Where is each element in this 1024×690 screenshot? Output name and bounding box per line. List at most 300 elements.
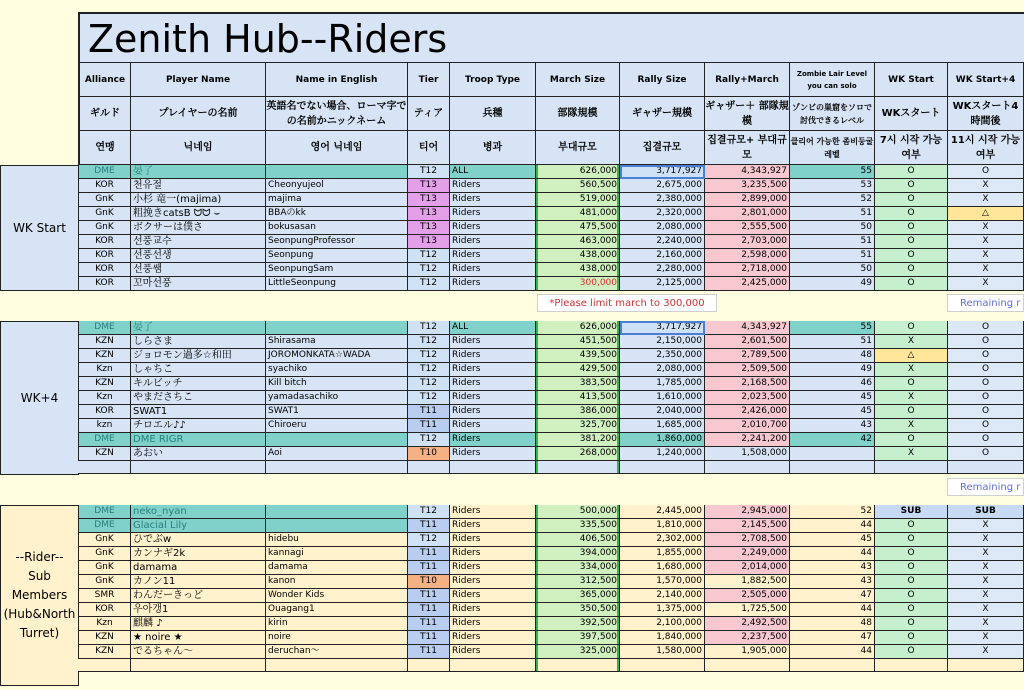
cell-wk-start[interactable]: O (875, 193, 948, 207)
cell-rally-size[interactable]: 1,855,000 (620, 547, 705, 561)
cell-troop-type[interactable]: Riders (450, 277, 536, 291)
cell-rally-march[interactable]: 2,708,500 (705, 533, 790, 547)
cell-tier[interactable]: T12 (408, 363, 450, 377)
cell-alliance[interactable]: KOR (78, 179, 131, 193)
empty-cell[interactable] (266, 659, 408, 672)
cell-wk-start[interactable]: O (875, 575, 948, 589)
cell-march-size[interactable]: 334,000 (536, 561, 620, 575)
cell-march-size[interactable]: 429,500 (536, 363, 620, 377)
cell-player-name[interactable]: ひでぶw (131, 533, 266, 547)
cell-wk-start[interactable]: O (875, 263, 948, 277)
cell-rally-size[interactable]: 1,570,000 (620, 575, 705, 589)
cell-wk-start-4[interactable]: O (948, 349, 1024, 363)
cell-march-size[interactable]: 626,000 (536, 165, 620, 179)
cell-english-name[interactable]: Shirasama (266, 335, 408, 349)
cell-rally-march[interactable]: 2,237,500 (705, 631, 790, 645)
cell-rally-march[interactable]: 2,509,500 (705, 363, 790, 377)
cell-rally-size[interactable]: 1,240,000 (620, 447, 705, 461)
cell-alliance[interactable]: KOR (78, 405, 131, 419)
cell-english-name[interactable]: kanon (266, 575, 408, 589)
cell-rally-march[interactable]: 2,505,000 (705, 589, 790, 603)
cell-zombie-level[interactable]: 44 (790, 603, 875, 617)
cell-wk-start[interactable]: O (875, 645, 948, 659)
cell-player-name[interactable]: 晏了 (131, 321, 266, 335)
cell-zombie-level[interactable]: 45 (790, 391, 875, 405)
cell-troop-type[interactable]: Riders (450, 249, 536, 263)
cell-rally-size[interactable]: 1,810,000 (620, 519, 705, 533)
cell-rally-size[interactable]: 3,717,927 (620, 165, 705, 179)
cell-wk-start[interactable]: O (875, 547, 948, 561)
cell-march-size[interactable]: 413,500 (536, 391, 620, 405)
header-wk-start-ja[interactable]: WKスタート (875, 97, 948, 131)
cell-wk-start-4[interactable]: SUB (948, 505, 1024, 519)
cell-zombie-level[interactable]: 48 (790, 349, 875, 363)
cell-english-name[interactable]: JOROMONKATA☆WADA (266, 349, 408, 363)
cell-march-size[interactable]: 626,000 (536, 321, 620, 335)
cell-troop-type[interactable]: Riders (450, 433, 536, 447)
cell-player-name[interactable]: でるちゃん〜 (131, 645, 266, 659)
header-zombie-level-ja[interactable]: ゾンビの巣窟をソロで討伐できるレベル (790, 97, 875, 131)
cell-tier[interactable]: T12 (408, 335, 450, 349)
cell-alliance[interactable]: DME (78, 165, 131, 179)
cell-wk-start[interactable]: O (875, 179, 948, 193)
cell-english-name[interactable]: Cheonyujeol (266, 179, 408, 193)
cell-tier[interactable]: T13 (408, 221, 450, 235)
cell-zombie-level[interactable]: 43 (790, 419, 875, 433)
header-wk-start-en[interactable]: WK Start (875, 63, 948, 97)
cell-zombie-level[interactable]: 44 (790, 519, 875, 533)
header-player-name-en[interactable]: Player Name (131, 63, 266, 97)
cell-zombie-level[interactable]: 55 (790, 321, 875, 335)
cell-troop-type[interactable]: Riders (450, 547, 536, 561)
cell-tier[interactable]: T11 (408, 617, 450, 631)
cell-tier[interactable]: T13 (408, 193, 450, 207)
cell-player-name[interactable]: あおい (131, 447, 266, 461)
cell-march-size[interactable]: 451,500 (536, 335, 620, 349)
cell-wk-start-4[interactable]: O (948, 433, 1024, 447)
cell-troop-type[interactable]: Riders (450, 405, 536, 419)
cell-wk-start-4[interactable]: X (948, 533, 1024, 547)
cell-rally-size[interactable]: 2,100,000 (620, 617, 705, 631)
cell-english-name[interactable]: Aoi (266, 447, 408, 461)
cell-march-size[interactable]: 500,000 (536, 505, 620, 519)
cell-wk-start-4[interactable]: X (948, 519, 1024, 533)
cell-player-name[interactable]: チロエル♪♪ (131, 419, 266, 433)
cell-english-name[interactable]: Wonder Kids (266, 589, 408, 603)
header-rally-march-ko[interactable]: 집결규모+ 부대규모 (705, 131, 790, 165)
cell-english-name[interactable]: majima (266, 193, 408, 207)
cell-troop-type[interactable]: ALL (450, 321, 536, 335)
cell-english-name[interactable]: SeonpungSam (266, 263, 408, 277)
cell-troop-type[interactable]: Riders (450, 603, 536, 617)
cell-rally-size[interactable]: 2,150,000 (620, 335, 705, 349)
cell-english-name[interactable] (266, 321, 408, 335)
cell-rally-size[interactable]: 2,280,000 (620, 263, 705, 277)
cell-tier[interactable]: T11 (408, 405, 450, 419)
cell-zombie-level[interactable]: 48 (790, 617, 875, 631)
cell-troop-type[interactable]: Riders (450, 519, 536, 533)
cell-rally-march[interactable]: 2,426,000 (705, 405, 790, 419)
empty-cell[interactable] (948, 461, 1024, 474)
cell-wk-start-4[interactable]: X (948, 589, 1024, 603)
empty-cell[interactable] (536, 659, 620, 672)
cell-wk-start-4[interactable]: O (948, 391, 1024, 405)
cell-march-size[interactable]: 325,700 (536, 419, 620, 433)
cell-player-name[interactable]: 선풍쌤 (131, 263, 266, 277)
cell-alliance[interactable]: GnK (78, 575, 131, 589)
cell-tier[interactable]: T11 (408, 547, 450, 561)
cell-troop-type[interactable]: Riders (450, 533, 536, 547)
cell-english-name[interactable] (266, 433, 408, 447)
cell-troop-type[interactable]: Riders (450, 221, 536, 235)
cell-alliance[interactable]: KZN (78, 335, 131, 349)
cell-wk-start-4[interactable]: X (948, 645, 1024, 659)
cell-rally-size[interactable]: 1,840,000 (620, 631, 705, 645)
cell-english-name[interactable]: deruchan〜 (266, 645, 408, 659)
cell-wk-start-4[interactable]: X (948, 561, 1024, 575)
header-zombie-level-ko[interactable]: 클리어 가능한 좀비둥굴 레벨 (790, 131, 875, 165)
cell-march-size[interactable]: 325,000 (536, 645, 620, 659)
cell-wk-start[interactable]: O (875, 533, 948, 547)
empty-cell[interactable] (790, 461, 875, 474)
cell-tier[interactable]: T12 (408, 263, 450, 277)
cell-march-size[interactable]: 463,000 (536, 235, 620, 249)
cell-alliance[interactable]: KZN (78, 349, 131, 363)
cell-rally-size[interactable]: 2,320,000 (620, 207, 705, 221)
cell-rally-size[interactable]: 1,685,000 (620, 419, 705, 433)
cell-tier[interactable]: T12 (408, 321, 450, 335)
cell-player-name[interactable]: キルビッチ (131, 377, 266, 391)
empty-cell[interactable] (450, 461, 536, 474)
cell-wk-start-4[interactable]: X (948, 263, 1024, 277)
cell-tier[interactable]: T11 (408, 561, 450, 575)
cell-tier[interactable]: T13 (408, 207, 450, 221)
cell-player-name[interactable]: ボクサーは僕さ (131, 221, 266, 235)
cell-english-name[interactable]: kirin (266, 617, 408, 631)
cell-player-name[interactable]: ジョロモン過多☆和田 (131, 349, 266, 363)
cell-tier[interactable]: T12 (408, 165, 450, 179)
cell-troop-type[interactable]: Riders (450, 193, 536, 207)
cell-wk-start-4[interactable]: O (948, 377, 1024, 391)
header-march-size-en[interactable]: March Size (536, 63, 620, 97)
cell-wk-start[interactable]: SUB (875, 505, 948, 519)
cell-wk-start-4[interactable]: X (948, 235, 1024, 249)
empty-cell[interactable] (705, 659, 790, 672)
header-march-size-ko[interactable]: 부대규모 (536, 131, 620, 165)
cell-zombie-level[interactable]: 51 (790, 235, 875, 249)
cell-rally-size[interactable]: 2,140,000 (620, 589, 705, 603)
cell-rally-size[interactable]: 3,717,927 (620, 321, 705, 335)
cell-troop-type[interactable]: Riders (450, 561, 536, 575)
cell-rally-march[interactable]: 2,425,000 (705, 277, 790, 291)
cell-english-name[interactable] (266, 519, 408, 533)
cell-english-name[interactable]: Seonpung (266, 249, 408, 263)
cell-alliance[interactable]: GnK (78, 533, 131, 547)
header-wk-start-4-ko[interactable]: 11시 시작 가능 여부 (948, 131, 1024, 165)
cell-wk-start[interactable]: O (875, 589, 948, 603)
cell-troop-type[interactable]: Riders (450, 589, 536, 603)
cell-wk-start-4[interactable]: X (948, 617, 1024, 631)
cell-tier[interactable]: T12 (408, 433, 450, 447)
cell-english-name[interactable]: noire (266, 631, 408, 645)
cell-zombie-level[interactable]: 43 (790, 575, 875, 589)
cell-tier[interactable]: T12 (408, 349, 450, 363)
cell-tier[interactable]: T10 (408, 575, 450, 589)
cell-wk-start[interactable]: X (875, 447, 948, 461)
cell-troop-type[interactable]: Riders (450, 207, 536, 221)
cell-zombie-level[interactable]: 50 (790, 221, 875, 235)
cell-zombie-level[interactable]: 46 (790, 377, 875, 391)
cell-player-name[interactable]: Glacial Lily (131, 519, 266, 533)
cell-alliance[interactable]: KZN (78, 447, 131, 461)
cell-wk-start-4[interactable]: O (948, 363, 1024, 377)
cell-rally-march[interactable]: 2,168,500 (705, 377, 790, 391)
cell-rally-size[interactable]: 2,040,000 (620, 405, 705, 419)
cell-english-name[interactable]: syachiko (266, 363, 408, 377)
empty-cell[interactable] (78, 659, 131, 672)
cell-wk-start-4[interactable]: △ (948, 207, 1024, 221)
cell-troop-type[interactable]: Riders (450, 505, 536, 519)
cell-zombie-level[interactable]: 52 (790, 505, 875, 519)
header-alliance-ko[interactable]: 연맹 (78, 131, 131, 165)
header-tier-ja[interactable]: ティア (408, 97, 450, 131)
cell-rally-march[interactable]: 2,023,500 (705, 391, 790, 405)
cell-zombie-level[interactable]: 51 (790, 207, 875, 221)
cell-wk-start-4[interactable]: X (948, 277, 1024, 291)
cell-tier[interactable]: T12 (408, 377, 450, 391)
cell-march-size[interactable]: 394,000 (536, 547, 620, 561)
header-alliance-en[interactable]: Alliance (78, 63, 131, 97)
cell-english-name[interactable]: BBAのkk (266, 207, 408, 221)
cell-alliance[interactable]: DME (78, 321, 131, 335)
cell-wk-start-4[interactable]: X (948, 179, 1024, 193)
cell-wk-start-4[interactable]: O (948, 335, 1024, 349)
empty-cell[interactable] (620, 659, 705, 672)
cell-troop-type[interactable]: ALL (450, 165, 536, 179)
empty-cell[interactable] (620, 461, 705, 474)
empty-cell[interactable] (131, 659, 266, 672)
cell-player-name[interactable]: カノン11 (131, 575, 266, 589)
cell-march-size[interactable]: 268,000 (536, 447, 620, 461)
cell-alliance[interactable]: KOR (78, 277, 131, 291)
cell-march-size[interactable]: 519,000 (536, 193, 620, 207)
cell-march-size[interactable]: 439,500 (536, 349, 620, 363)
cell-wk-start[interactable]: O (875, 321, 948, 335)
cell-alliance[interactable]: SMR (78, 589, 131, 603)
cell-wk-start-4[interactable]: X (948, 603, 1024, 617)
cell-rally-size[interactable]: 1,785,000 (620, 377, 705, 391)
cell-zombie-level[interactable]: 50 (790, 263, 875, 277)
cell-english-name[interactable] (266, 165, 408, 179)
cell-rally-size[interactable]: 1,580,000 (620, 645, 705, 659)
header-wk-start-ko[interactable]: 7시 시작 가능 여부 (875, 131, 948, 165)
cell-troop-type[interactable]: Riders (450, 179, 536, 193)
cell-wk-start[interactable]: O (875, 277, 948, 291)
empty-cell[interactable] (536, 461, 620, 474)
cell-english-name[interactable]: kannagi (266, 547, 408, 561)
cell-wk-start-4[interactable]: O (948, 165, 1024, 179)
cell-rally-march[interactable]: 2,010,700 (705, 419, 790, 433)
cell-tier[interactable]: T11 (408, 631, 450, 645)
cell-march-size[interactable]: 350,500 (536, 603, 620, 617)
header-rally-size-en[interactable]: Rally Size (620, 63, 705, 97)
cell-alliance[interactable]: KOR (78, 603, 131, 617)
cell-wk-start[interactable]: O (875, 519, 948, 533)
cell-player-name[interactable]: DME RIGR (131, 433, 266, 447)
cell-alliance[interactable]: Kzn (78, 391, 131, 405)
cell-english-name[interactable]: Kill bitch (266, 377, 408, 391)
cell-rally-march[interactable]: 1,725,500 (705, 603, 790, 617)
empty-cell[interactable] (78, 461, 131, 474)
empty-cell[interactable] (875, 659, 948, 672)
cell-march-size[interactable]: 381,200 (536, 433, 620, 447)
cell-wk-start-4[interactable]: X (948, 575, 1024, 589)
cell-rally-march[interactable]: 2,492,500 (705, 617, 790, 631)
cell-wk-start[interactable]: O (875, 235, 948, 249)
cell-wk-start[interactable]: O (875, 561, 948, 575)
cell-zombie-level[interactable]: 51 (790, 249, 875, 263)
cell-rally-march[interactable]: 2,601,500 (705, 335, 790, 349)
cell-troop-type[interactable]: Riders (450, 447, 536, 461)
cell-player-name[interactable]: 晏了 (131, 165, 266, 179)
cell-rally-march[interactable]: 2,718,000 (705, 263, 790, 277)
cell-alliance[interactable]: KZN (78, 631, 131, 645)
cell-zombie-level[interactable] (790, 447, 875, 461)
cell-rally-march[interactable]: 1,508,000 (705, 447, 790, 461)
header-player-name-ko[interactable]: 닉네임 (131, 131, 266, 165)
cell-player-name[interactable]: わんだーきっど (131, 589, 266, 603)
cell-tier[interactable]: T11 (408, 589, 450, 603)
header-zombie-level-en[interactable]: Zombie Lair Level you can solo (790, 63, 875, 97)
empty-cell[interactable] (408, 659, 450, 672)
cell-march-size[interactable]: 365,000 (536, 589, 620, 603)
cell-march-size[interactable]: 392,500 (536, 617, 620, 631)
cell-wk-start[interactable]: O (875, 207, 948, 221)
cell-wk-start[interactable]: O (875, 405, 948, 419)
cell-wk-start[interactable]: X (875, 363, 948, 377)
cell-rally-march[interactable]: 2,555,500 (705, 221, 790, 235)
cell-zombie-level[interactable]: 43 (790, 561, 875, 575)
cell-rally-march[interactable]: 2,945,000 (705, 505, 790, 519)
cell-troop-type[interactable]: Riders (450, 363, 536, 377)
header-tier-ko[interactable]: 티어 (408, 131, 450, 165)
header-tier-en[interactable]: Tier (408, 63, 450, 97)
cell-tier[interactable]: T13 (408, 235, 450, 249)
cell-wk-start-4[interactable]: O (948, 405, 1024, 419)
empty-cell[interactable] (131, 461, 266, 474)
cell-alliance[interactable]: KOR (78, 235, 131, 249)
cell-rally-march[interactable]: 1,882,500 (705, 575, 790, 589)
empty-cell[interactable] (266, 461, 408, 474)
cell-player-name[interactable]: SWAT1 (131, 405, 266, 419)
empty-cell[interactable] (790, 659, 875, 672)
cell-player-name[interactable]: 천유절 (131, 179, 266, 193)
cell-rally-size[interactable]: 2,080,000 (620, 221, 705, 235)
cell-march-size[interactable]: 386,000 (536, 405, 620, 419)
cell-player-name[interactable]: neko_nyan (131, 505, 266, 519)
cell-alliance[interactable]: Kzn (78, 363, 131, 377)
cell-alliance[interactable]: DME (78, 433, 131, 447)
empty-cell[interactable] (875, 461, 948, 474)
cell-alliance[interactable]: GnK (78, 207, 131, 221)
cell-rally-size[interactable]: 2,240,000 (620, 235, 705, 249)
cell-rally-march[interactable]: 2,703,000 (705, 235, 790, 249)
cell-rally-march[interactable]: 2,801,000 (705, 207, 790, 221)
cell-player-name[interactable]: 粗挽きcatsB ᗢᗢ ⌣ (131, 207, 266, 221)
cell-troop-type[interactable]: Riders (450, 391, 536, 405)
cell-english-name[interactable] (266, 505, 408, 519)
cell-rally-size[interactable]: 1,610,000 (620, 391, 705, 405)
cell-march-size[interactable]: 475,500 (536, 221, 620, 235)
cell-rally-march[interactable]: 4,343,927 (705, 321, 790, 335)
cell-zombie-level[interactable]: 53 (790, 179, 875, 193)
cell-english-name[interactable]: Ouagang1 (266, 603, 408, 617)
cell-rally-march[interactable]: 2,789,500 (705, 349, 790, 363)
cell-rally-march[interactable]: 3,235,500 (705, 179, 790, 193)
cell-rally-march[interactable]: 2,249,000 (705, 547, 790, 561)
cell-zombie-level[interactable]: 49 (790, 363, 875, 377)
cell-troop-type[interactable]: Riders (450, 419, 536, 433)
cell-rally-march[interactable]: 2,241,200 (705, 433, 790, 447)
cell-march-size[interactable]: 397,500 (536, 631, 620, 645)
cell-march-size[interactable]: 481,000 (536, 207, 620, 221)
cell-rally-size[interactable]: 2,125,000 (620, 277, 705, 291)
cell-troop-type[interactable]: Riders (450, 235, 536, 249)
cell-troop-type[interactable]: Riders (450, 631, 536, 645)
cell-player-name[interactable]: カンナギ2k (131, 547, 266, 561)
cell-wk-start-4[interactable]: X (948, 631, 1024, 645)
cell-alliance[interactable]: DME (78, 505, 131, 519)
cell-alliance[interactable]: GnK (78, 547, 131, 561)
cell-zombie-level[interactable]: 45 (790, 533, 875, 547)
cell-rally-size[interactable]: 2,445,000 (620, 505, 705, 519)
cell-zombie-level[interactable]: 51 (790, 335, 875, 349)
cell-rally-march[interactable]: 1,905,000 (705, 645, 790, 659)
cell-wk-start[interactable]: O (875, 249, 948, 263)
cell-player-name[interactable]: 小杉 竜一(majima) (131, 193, 266, 207)
cell-rally-march[interactable]: 2,899,000 (705, 193, 790, 207)
cell-march-size[interactable]: 300,000 (536, 277, 620, 291)
cell-player-name[interactable]: やまださちこ (131, 391, 266, 405)
cell-rally-size[interactable]: 2,350,000 (620, 349, 705, 363)
cell-alliance[interactable]: KOR (78, 263, 131, 277)
cell-wk-start[interactable]: O (875, 377, 948, 391)
cell-alliance[interactable]: KOR (78, 249, 131, 263)
cell-player-name[interactable]: damama (131, 561, 266, 575)
cell-march-size[interactable]: 312,500 (536, 575, 620, 589)
section-label[interactable]: --Rider-- Sub Members (Hub&North Turret) (0, 505, 79, 686)
cell-alliance[interactable]: KZN (78, 377, 131, 391)
cell-tier[interactable]: T10 (408, 447, 450, 461)
cell-troop-type[interactable]: Riders (450, 349, 536, 363)
cell-march-size[interactable]: 560,500 (536, 179, 620, 193)
cell-rally-size[interactable]: 2,080,000 (620, 363, 705, 377)
cell-tier[interactable]: T12 (408, 533, 450, 547)
header-wk-start-4-en[interactable]: WK Start+4 (948, 63, 1024, 97)
cell-wk-start[interactable]: O (875, 165, 948, 179)
cell-zombie-level[interactable]: 49 (790, 277, 875, 291)
cell-rally-size[interactable]: 2,160,000 (620, 249, 705, 263)
cell-alliance[interactable]: KZN (78, 645, 131, 659)
cell-alliance[interactable]: DME (78, 519, 131, 533)
cell-tier[interactable]: T12 (408, 505, 450, 519)
cell-english-name[interactable]: yamadasachiko (266, 391, 408, 405)
empty-cell[interactable] (408, 461, 450, 474)
header-troop-type-en[interactable]: Troop Type (450, 63, 536, 97)
cell-troop-type[interactable]: Riders (450, 617, 536, 631)
cell-english-name[interactable]: LittleSeonpung (266, 277, 408, 291)
cell-tier[interactable]: T11 (408, 519, 450, 533)
